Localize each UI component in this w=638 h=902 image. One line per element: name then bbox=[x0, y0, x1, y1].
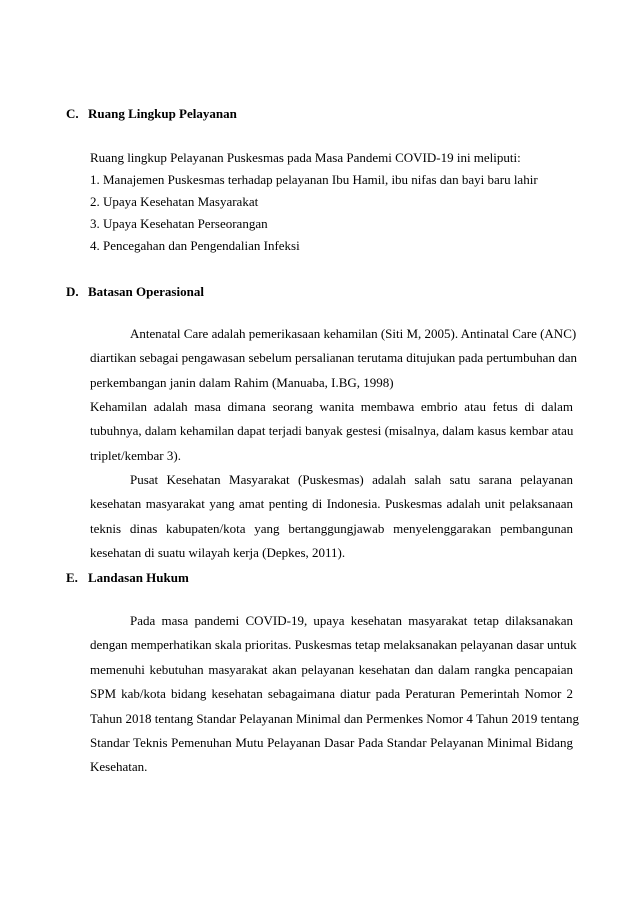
section-c-letter: C. bbox=[66, 106, 79, 121]
section-c-item-4: 4. Pencegahan dan Pengendalian Infeksi bbox=[90, 238, 300, 253]
paragraph-line: SPM kab/kota bidang kesehatan sebagaimana diatur pada Peraturan Pemerintah Nomor 2 bbox=[90, 686, 573, 702]
section-e-title: Landasan Hukum bbox=[88, 570, 189, 585]
paragraph-line: memenuhi kebutuhan masyarakat akan pelayanan kesehatan dan dalam rangka pencapaian bbox=[90, 661, 573, 677]
section-d-letter: D. bbox=[66, 284, 79, 299]
section-d-paragraph-2 bbox=[90, 395, 573, 468]
section-e-paragraph-1 bbox=[90, 609, 579, 780]
section-e-letter: E. bbox=[66, 570, 78, 585]
paragraph-line: Standar Teknis Pemenuhan Mutu Pelayanan Dasar Pada Standar Pelayanan Minimal Bidang bbox=[90, 734, 573, 750]
section-c-intro: Ruang lingkup Pelayanan Puskesmas pada Masa Pandemi COVID-19 ini meliputi: bbox=[90, 150, 521, 165]
paragraph-line: perkembangan janin dalam Rahim (Manuaba, I.BG, 1998) bbox=[90, 374, 394, 390]
paragraph-line: tubuhnya, dalam kehamilan dapat terjadi banyak gestesi (misalnya, dalam kasus kembar atau bbox=[90, 423, 574, 439]
section-c-item-2: 2. Upaya Kesehatan Masyarakat bbox=[90, 194, 259, 209]
paragraph-line: Kesehatan. bbox=[90, 759, 148, 775]
paragraph-line: teknis dinas kabupaten/kota yang bertanggungjawab menyelenggarakan pembangunan bbox=[90, 520, 573, 536]
section-c-title: Ruang Lingkup Pelayanan bbox=[88, 106, 237, 121]
section-d-title: Batasan Operasional bbox=[88, 284, 204, 299]
section-d-paragraph-1 bbox=[90, 322, 577, 395]
paragraph-line: Antenatal Care adalah pemerikasaan kehamilan (Siti M, 2005). Antinatal Care (ANC) bbox=[130, 326, 577, 341]
paragraph-line: dengan memperhatikan skala prioritas. Puskesmas tetap melaksanakan pelayanan dasar untuk bbox=[90, 637, 577, 653]
paragraph-line: diartikan sebagai pengawasan sebelum persalianan terutama ditujukan pada pertumbuhan dan bbox=[90, 350, 577, 366]
section-e-heading bbox=[66, 570, 189, 586]
paragraph-line: Pada masa pandemi COVID-19, upaya kesehatan masyarakat tetap dilaksanakan bbox=[130, 613, 573, 628]
paragraph-line: triplet/kembar 3). bbox=[90, 447, 181, 463]
section-c-heading bbox=[66, 106, 237, 122]
paragraph-line: kesehatan di suatu wilayah kerja (Depkes, 2011). bbox=[90, 545, 346, 561]
section-c-item-1: 1. Manajemen Puskesmas terhadap pelayanan Ibu Hamil, ibu nifas dan bayi baru lahir bbox=[90, 172, 538, 187]
section-d-heading bbox=[66, 284, 204, 300]
paragraph-line: Tahun 2018 tentang Standar Pelayanan Minimal dan Permenkes Nomor 4 Tahun 2019 tentang bbox=[90, 710, 579, 726]
paragraph-line: Pusat Kesehatan Masyarakat (Puskesmas) adalah salah satu sarana pelayanan bbox=[130, 472, 573, 487]
section-d-paragraph-3 bbox=[90, 468, 573, 566]
paragraph-line: Kehamilan adalah masa dimana seorang wanita membawa embrio atau fetus di dalam bbox=[90, 399, 573, 414]
section-c-item-3: 3. Upaya Kesehatan Perseorangan bbox=[90, 216, 268, 231]
paragraph-line: kesehatan masyarakat yang amat penting di Indonesia. Puskesmas adalah unit pelaksanaan bbox=[90, 496, 573, 512]
